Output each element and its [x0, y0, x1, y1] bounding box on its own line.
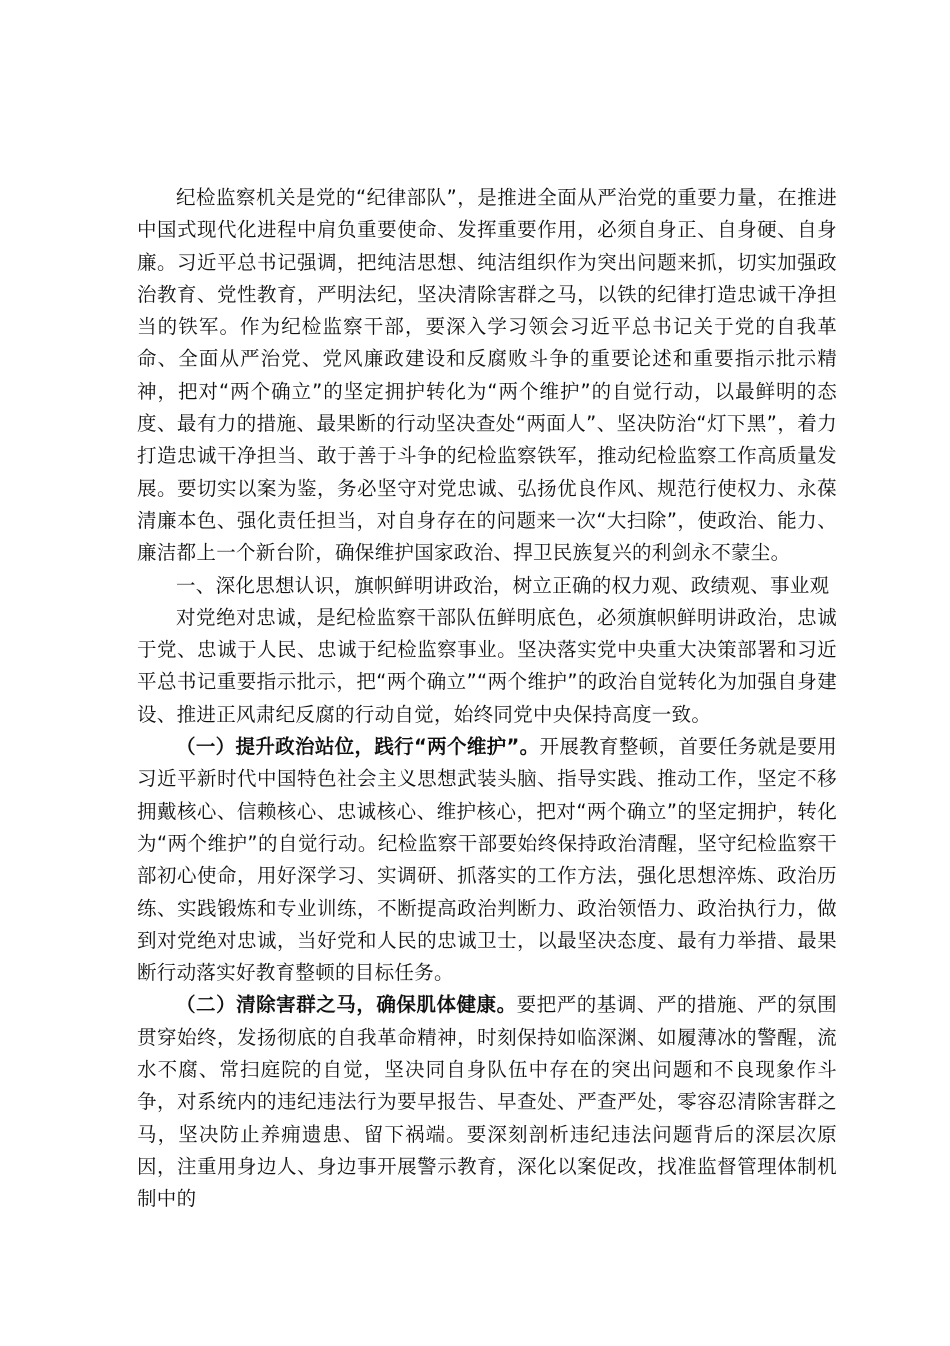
paragraph-intro — [137, 182, 837, 570]
paragraph-subsection-one — [137, 731, 837, 989]
subsection-one-heading: （一）提升政治站位，践行“两个维护”。 — [176, 735, 540, 759]
subsection-two-text: 要把严的基调、严的措施、严的氛围贯穿始终，发扬彻底的自我革命精神，时刻保持如临深渊、如履薄冰的警醒，流水不腐、常扫庭院的自觉，坚决同自身队伍中存在的突出问题和不良现象作斗争，对系统内的违纪违法行为要早报告、早查处、严查严处，零容忍清除害群之马，坚决防止养痈遗患、留下祸端。要深刻剖析违纪违法问题背后的深层次原因，注重用身边人、身边事开展警示教育，深化以案促改，找准监督管理体制机制中的 — [137, 993, 837, 1211]
section-heading-one-text: 一、深化思想认识，旗帜鲜明讲政治，树立正确的权力观、政绩观、事业观 — [176, 573, 830, 597]
paragraph-subsection-two — [137, 989, 837, 1215]
paragraph-intro-text: 纪检监察机关是党的“纪律部队”，是推进全面从严治党的重要力量，在推进中国式现代化进程中肩负重要使命、发挥重要作用，必须自身正、自身硬、自身廉。习近平总书记强调，把纯洁思想、纯洁组织作为突出问题来抓，切实加强政治教育、党性教育，严明法纪，坚决清除害群之马，以铁的纪律打造忠诚干净担当的铁军。作为纪检监察干部，要深入学习领会习近平总书记关于党的自我革命、全面从严治党、党风廉政建设和反腐败斗争的重要论述和重要指示批示精神，把对“两个确立”的坚定拥护转化为“两个维护”的自觉行动，以最鲜明的态度、最有力的措施、最果断的行动坚决查处“两面人”、坚决防治“灯下黑”，着力打造忠诚干净担当、敢于善于斗争的纪检监察铁军，推动纪检监察工作高质量发展。要切实以案为鉴，务必坚守对党忠诚、弘扬优良作风、规范行使权力、永葆清廉本色、强化责任担当，对自身存在的问题来一次“大扫除”，使政治、能力、廉洁都上一个新台阶，确保维护国家政治、捍卫民族复兴的利剑永不蒙尘。 — [137, 186, 837, 565]
subsection-two-heading: （二）清除害群之马，确保肌体健康。 — [176, 993, 517, 1017]
paragraph-loyalty-text: 对党绝对忠诚，是纪检监察干部队伍鲜明底色，必须旗帜鲜明讲政治，忠诚于党、忠诚于人民、忠诚于纪检监察事业。坚决落实党中央重大决策部署和习近平总书记重要指示批示，把“两个确立”“两个维护”的政治自觉转化为加强自身建设、推进正风肃纪反腐的行动自觉，始终同党中央保持高度一致。 — [137, 605, 837, 726]
subsection-one-text: 开展教育整顿，首要任务就是要用习近平新时代中国特色社会主义思想武装头脑、指导实践、推动工作，坚定不移拥戴核心、信赖核心、忠诚核心、维护核心，把对“两个确立”的坚定拥护，转化为“两个维护”的自觉行动。纪检监察干部要始终保持政治清醒，坚守纪检监察干部初心使命，用好深学习、实调研、抓落实的工作方法，强化思想淬炼、政治历练、实践锻炼和专业训练，不断提高政治判断力、政治领悟力、政治执行力，做到对党绝对忠诚，当好党和人民的忠诚卫士，以最坚决态度、最有力举措、最果断行动落实好教育整顿的目标任务。 — [137, 735, 837, 985]
document-body — [137, 182, 837, 1216]
paragraph-loyalty — [137, 602, 837, 731]
section-heading-one — [137, 570, 837, 602]
